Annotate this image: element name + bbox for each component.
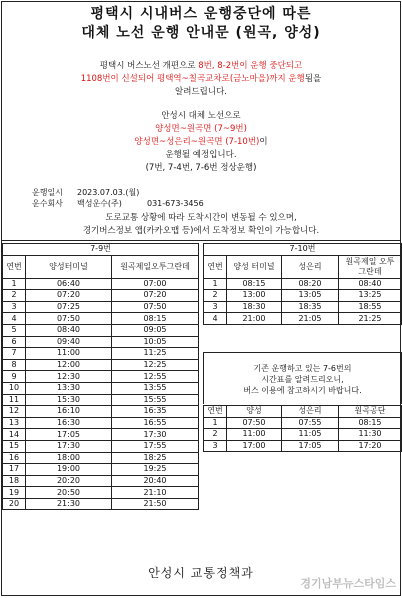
route-7-10-title: 7-10번 [204,244,402,256]
table-cell: 18:35 [282,301,339,313]
table-cell: 10:05 [112,336,199,348]
date-label: 운행일시 [32,188,63,197]
table-cell: 08:15 [339,417,402,429]
table-cell: 11:00 [26,348,112,360]
table-cell: 1 [3,278,26,290]
table-cell: 07:20 [26,290,112,302]
table-row [3,382,199,394]
table-row [3,452,199,464]
table-cell: 21:10 [112,487,199,499]
table-cell: 3 [204,440,227,452]
alt-line-1: 안성시 대체 노선으로 [161,111,241,121]
table-cell: 4 [204,313,227,325]
note-line-1: 기존 운행하고 있는 7-6번의 [253,364,352,373]
title-line-1: 평택시 시내버스 운행중단에 따른 [90,6,312,22]
table-cell: 07:00 [112,278,199,290]
note-line-2: 시간표를 알려드리오니, [261,375,344,384]
table-cell: 2 [3,290,26,302]
table-row [3,336,199,348]
table-row [204,290,402,302]
alt-route-7-10: 양성면~성은리~원곡면 (7-10번) [134,137,260,147]
table-row [3,440,199,452]
table-row [3,417,199,429]
note-line-3: 버스 이용에 참고하시기 바랍니다. [243,386,362,395]
table-row [204,313,402,325]
table-row [3,324,199,336]
table-cell: 08:40 [26,324,112,336]
table-cell: 09:05 [112,324,199,336]
route-7-10-rows [204,278,402,324]
table-cell: 07:50 [112,301,199,313]
table-cell: 13:25 [339,290,402,302]
title-line-2: 대체 노선 운행 안내문 (원곡, 양성) [81,25,321,41]
table-cell: 11:00 [227,429,282,441]
phone-number: 031-673-3456 [147,198,204,208]
watermark: 경기남부뉴스타임스 [300,577,396,590]
table-cell: 10 [3,382,26,394]
notice-text: 평택시 버스노선 개편으로 [99,61,199,71]
table-cell: 21:50 [112,498,199,510]
table-cell: 13:05 [282,290,339,302]
table-cell: 5 [3,324,26,336]
alt-line-5: (7번, 7-4번, 7-6번 정상운행) [145,163,257,173]
table-row [204,429,402,441]
operation-info [32,188,204,209]
route-7-6-note [203,352,402,404]
table-cell: 13:30 [26,382,112,394]
table-row [3,359,199,371]
table-cell: 18:00 [26,452,112,464]
table-cell: 18 [3,475,26,487]
col-header: 원곡제일 오투그란데 [339,255,402,278]
col-header: 원곡공단 [339,406,402,418]
table-cell: 16:30 [26,417,112,429]
table-cell: 17:05 [282,440,339,452]
route-7-6-table [203,405,402,452]
table-cell: 16:55 [112,417,199,429]
table-cell: 17 [3,464,26,476]
table-cell: 9 [3,371,26,383]
table-row [204,440,402,452]
table-cell: 12 [3,406,26,418]
alt-line-4: 운행될 예정입니다. [165,150,237,160]
table-cell: 12:30 [26,371,112,383]
table-cell: 21:05 [282,313,339,325]
table-cell: 12:25 [112,359,199,371]
table-cell: 12:55 [112,371,199,383]
table-row [3,278,199,290]
table-cell: 18:25 [112,452,199,464]
notice-red-text-2: 1108번이 신설되어 평택역~칠곡교차로(금노마을)까지 운행 [80,74,305,84]
table-cell: 11:25 [112,348,199,360]
col-header: 양성 [227,406,282,418]
table-cell: 17:30 [26,440,112,452]
table-row [204,301,402,313]
table-row [3,348,199,360]
table-cell: 07:50 [227,417,282,429]
table-cell: 1 [204,278,227,290]
table-cell: 07:20 [112,290,199,302]
col-header: 원곡제일오투그란데 [112,255,199,278]
table-cell: 07:55 [282,417,339,429]
table-cell: 08:20 [282,278,339,290]
table-cell: 18:55 [339,301,402,313]
table-cell: 11 [3,394,26,406]
table-cell: 08:15 [227,278,282,290]
table-cell: 15:30 [26,394,112,406]
company-label: 운수회사 [32,198,63,208]
notice-text-2: 됨을 [304,74,322,84]
table-cell: 08:40 [339,278,402,290]
table-cell: 1 [204,417,227,429]
notice-page [1,1,401,596]
table-cell: 14 [3,429,26,441]
table-cell: 21:30 [26,498,112,510]
table-cell: 08:15 [112,313,199,325]
route-7-9-rows [3,278,199,510]
table-cell: 19:00 [26,464,112,476]
route-7-6-rows [204,417,402,452]
table-cell: 17:20 [339,440,402,452]
alt-line-3: 이 [259,137,268,147]
table-row [3,487,199,499]
notice-text-3: 알려드립니다. [175,87,227,97]
table-cell: 09:40 [26,336,112,348]
table-cell: 20 [3,498,26,510]
table-cell: 19 [3,487,26,499]
table-row [204,278,402,290]
table-cell: 11:05 [282,429,339,441]
table-cell: 12:00 [26,359,112,371]
guide-text [2,212,400,238]
date-value: 2023.07.03.(월) [77,188,140,197]
table-cell: 21:25 [339,313,402,325]
table-cell: 15:55 [112,394,199,406]
table-cell: 06:40 [26,278,112,290]
table-row [3,498,199,510]
table-row [3,429,199,441]
table-cell: 16 [3,452,26,464]
table-cell: 2 [204,290,227,302]
table-cell: 3 [204,301,227,313]
route-change-notice [2,60,400,99]
col-header: 성은리 [282,255,339,278]
divider [2,240,400,241]
table-row [3,371,199,383]
route-7-9-title: 7-9번 [3,244,199,256]
col-header: 양성 터미널 [227,255,282,278]
table-cell: 18:30 [227,301,282,313]
col-header: 양성터미널 [26,255,112,278]
table-cell: 07:50 [26,313,112,325]
table-cell: 8 [3,359,26,371]
col-header: 연번 [204,255,227,278]
guide-line-1: 도로교통 상황에 따라 도착시간이 변동될 수 있으며, [105,213,297,223]
table-cell: 11:30 [339,429,402,441]
route-7-10-table [203,243,402,325]
table-row [3,464,199,476]
table-cell: 4 [3,313,26,325]
table-cell: 15 [3,440,26,452]
alt-route-7-9: 양성면~원곡면 (7~9번) [155,124,247,134]
table-cell: 2 [204,429,227,441]
table-cell: 17:00 [227,440,282,452]
guide-line-2: 경기버스정보 앱(카카오맵 등)에서 도착정보 확인이 가능합니다. [82,226,320,236]
table-row [3,290,199,302]
table-cell: 13 [3,417,26,429]
footer-department: 안성시 교통정책과 [148,566,254,580]
table-row [3,301,199,313]
table-row [3,475,199,487]
table-cell: 6 [3,336,26,348]
company-value: 백성운수(주) [77,198,122,208]
table-row [204,417,402,429]
table-cell: 16:35 [112,406,199,418]
table-cell: 17:30 [112,429,199,441]
table-row [3,394,199,406]
table-cell: 19:25 [112,464,199,476]
table-cell: 7 [3,348,26,360]
table-row [3,313,199,325]
table-cell: 16:10 [26,406,112,418]
table-cell: 20:50 [26,487,112,499]
table-cell: 20:40 [112,475,199,487]
table-cell: 17:05 [26,429,112,441]
route-7-9-table [2,243,199,510]
table-cell: 3 [3,301,26,313]
table-cell: 20:20 [26,475,112,487]
notice-red-text: 8번, 8-2번이 운행 중단되고 [198,61,303,71]
col-header: 연번 [204,406,227,418]
alternative-routes [2,110,400,175]
table-cell: 17:55 [112,440,199,452]
table-row [3,406,199,418]
table-cell: 07:25 [26,301,112,313]
notice-title [2,5,400,43]
table-cell: 21:00 [227,313,282,325]
table-cell: 13:55 [112,382,199,394]
col-header: 성은리 [282,406,339,418]
col-header: 연번 [3,255,26,278]
table-cell: 13:00 [227,290,282,302]
